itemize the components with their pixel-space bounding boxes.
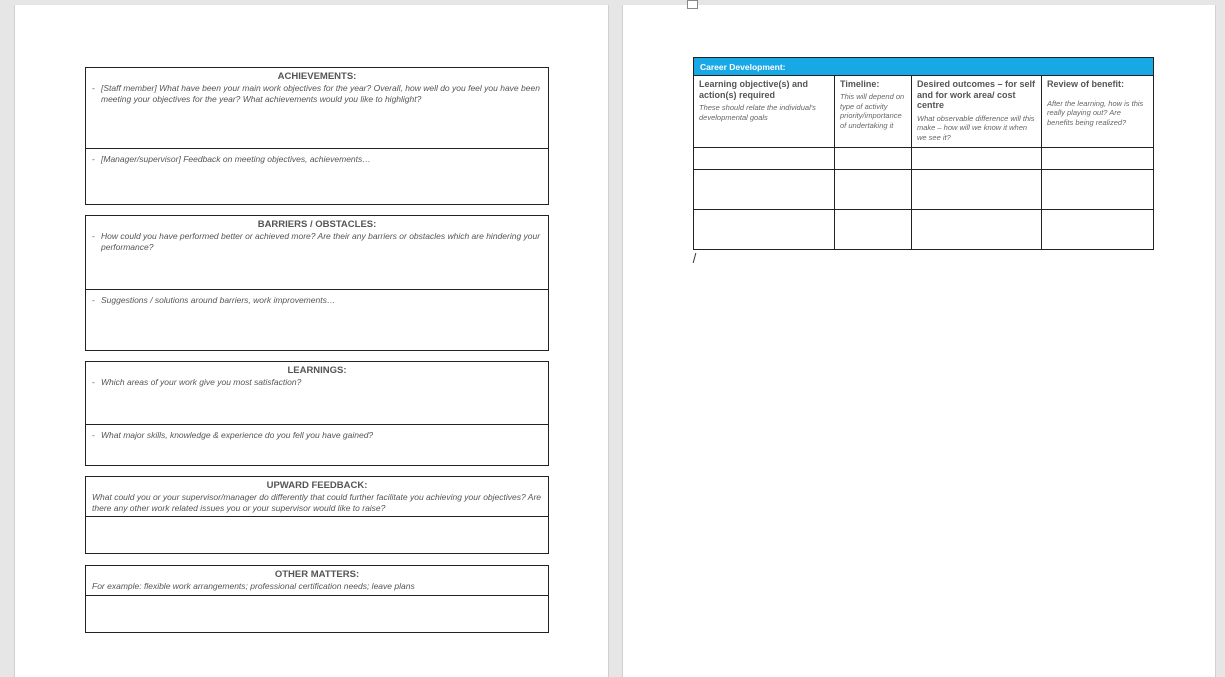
learnings-item-2-text: What major skills, knowledge & experience do you fell you have gained? xyxy=(101,430,374,440)
table-row xyxy=(694,170,1154,210)
bullet-dash: - xyxy=(92,231,95,241)
timeline-heading: Timeline: xyxy=(840,79,880,89)
upward-feedback-text: What could you or your supervisor/manager do differently that could further facilitate you achieving your objectives? Are there any other work related issues you or your supervisor would like to raise? xyxy=(92,492,542,513)
outcomes-heading: Desired outcomes – for self and for work area/ cost centre xyxy=(917,79,1036,110)
upward-feedback-title: UPWARD FEEDBACK: xyxy=(266,480,368,491)
learnings-item-1 xyxy=(86,377,548,388)
upward-feedback-section xyxy=(85,476,549,554)
table-cell[interactable] xyxy=(835,170,912,210)
page-right xyxy=(622,5,1216,677)
achievements-item-2-text: [Manager/supervisor] Feedback on meeting objectives, achievements… xyxy=(101,154,371,164)
table-cell[interactable] xyxy=(694,170,835,210)
review-subtext: After the learning, how is this really playing out? Are benefits being realized? xyxy=(1047,98,1144,127)
table-cell[interactable] xyxy=(912,210,1042,250)
achievements-title: ACHIEVEMENTS: xyxy=(277,71,357,82)
table-cell[interactable] xyxy=(1042,148,1154,170)
barriers-item-1 xyxy=(86,231,548,253)
achievements-section xyxy=(85,67,549,205)
objectives-subtext: These should relate the individual's developmental goals xyxy=(699,103,816,122)
career-header-row xyxy=(694,76,1154,148)
table-cell[interactable] xyxy=(694,148,835,170)
barriers-section xyxy=(85,215,549,351)
achievements-item-1 xyxy=(86,83,548,105)
table-row xyxy=(694,148,1154,170)
column-header-timeline[interactable] xyxy=(835,76,912,148)
barriers-title: BARRIERS / OBSTACLES: xyxy=(257,219,377,230)
table-cell[interactable] xyxy=(694,210,835,250)
barriers-item-2 xyxy=(86,295,548,306)
achievements-feedback-cell[interactable] xyxy=(86,148,548,204)
other-matters-response-cell[interactable] xyxy=(86,595,548,632)
review-heading: Review of benefit: xyxy=(1047,79,1125,89)
outcomes-subtext: What observable difference will this make – how will we know it when we see it? xyxy=(917,113,1035,142)
text-cursor xyxy=(693,253,697,263)
table-move-handle[interactable] xyxy=(687,0,698,9)
other-matters-prompt-cell[interactable] xyxy=(86,566,548,595)
barriers-prompt-cell[interactable] xyxy=(86,216,548,289)
learnings-section xyxy=(85,361,549,466)
bullet-dash: - xyxy=(92,154,95,164)
barriers-item-1-text: How could you have performed better or achieved more? Are their any barriers or obstacles which are hindering your performance? xyxy=(101,231,541,252)
timeline-subtext: This will depend on type of activity priority/importance of undertaking it xyxy=(840,92,905,130)
bullet-dash: - xyxy=(92,83,95,93)
table-cell[interactable] xyxy=(912,148,1042,170)
objectives-heading: Learning objective(s) and action(s) required xyxy=(699,79,809,100)
column-header-objectives[interactable] xyxy=(694,76,835,148)
table-row xyxy=(694,210,1154,250)
column-header-outcomes[interactable] xyxy=(912,76,1042,148)
other-matters-title: OTHER MATTERS: xyxy=(274,569,360,580)
other-matters-text: For example: flexible work arrangements; professional certification needs; leave plans xyxy=(92,581,415,591)
barriers-item-2-text: Suggestions / solutions around barriers, work improvements… xyxy=(101,295,336,305)
table-cell[interactable] xyxy=(1042,210,1154,250)
table-cell[interactable] xyxy=(912,170,1042,210)
career-development-title: Career Development: xyxy=(694,58,1154,76)
learnings-item-1-text: Which areas of your work give you most satisfaction? xyxy=(101,377,302,387)
learnings-title: LEARNINGS: xyxy=(287,365,347,376)
table-cell[interactable] xyxy=(1042,170,1154,210)
achievements-item-1-text: [Staff member] What have been your main work objectives for the year? Overall, how well do you feel you have been meeting your objectives for the year? What achievements would you like to highlight? xyxy=(101,83,540,104)
other-matters-section xyxy=(85,565,549,633)
career-development-table xyxy=(693,57,1154,250)
bullet-dash: - xyxy=(92,430,95,440)
learnings-item-2 xyxy=(86,430,548,441)
learnings-prompt-cell[interactable] xyxy=(86,362,548,424)
achievements-prompt-cell[interactable] xyxy=(86,68,548,148)
upward-feedback-response-cell[interactable] xyxy=(86,516,548,553)
bullet-dash: - xyxy=(92,377,95,387)
barriers-solutions-cell[interactable] xyxy=(86,289,548,350)
achievements-item-2 xyxy=(86,154,548,165)
table-cell[interactable] xyxy=(835,148,912,170)
upward-feedback-prompt-cell[interactable] xyxy=(86,477,548,516)
bullet-dash: - xyxy=(92,295,95,305)
table-cell[interactable] xyxy=(835,210,912,250)
learnings-skills-cell[interactable] xyxy=(86,424,548,465)
page-left xyxy=(14,5,609,677)
column-header-review[interactable] xyxy=(1042,76,1154,148)
